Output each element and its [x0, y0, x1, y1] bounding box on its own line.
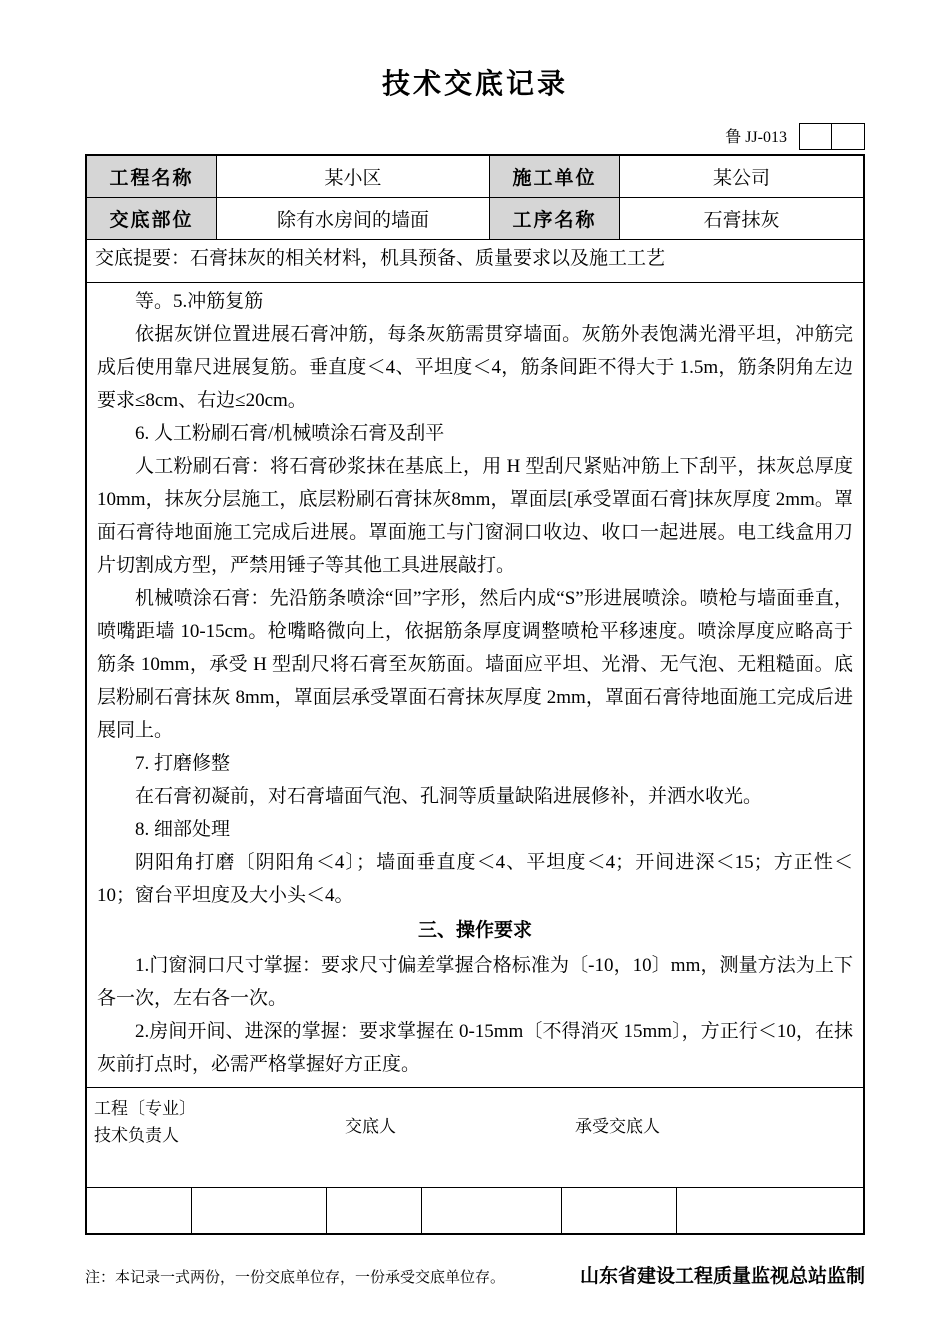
- technical-director-label-line2: 技术负责人: [94, 1126, 179, 1145]
- empty-cell: [562, 1188, 677, 1233]
- footer-note: 注：本记录一式两份，一份交底单位存，一份承受交底单位存。: [85, 1270, 506, 1286]
- body-content: [87, 283, 863, 1087]
- disclosure-part-value: 除有水房间的墙面: [217, 198, 490, 240]
- signature-row: [87, 1087, 863, 1187]
- process-name-value: 石膏抹灰: [620, 198, 863, 240]
- footer-publisher: 山东省建设工程质量监视总站监制: [579, 1266, 865, 1287]
- disclosure-part-label: 交底部位: [87, 198, 217, 240]
- section-heading: 8. 细部处理: [135, 819, 231, 840]
- paragraph: 在石膏初凝前，对石膏墙面气泡、孔洞等质量缺陷进展修补，并洒水收光。: [135, 786, 763, 807]
- page-title: 技术交底记录: [381, 69, 568, 100]
- paragraph: 2.房间开间、进深的掌握：要求掌握在 0-15mm〔不得消灭 15mm〕，方正行＜10，在抹灰前打点时，必需严格掌握好方正度。: [97, 1021, 853, 1075]
- paragraph: 阴阳角打磨〔阴阳角＜4〕；墙面垂直度＜4、平坦度＜4；开间进深＜15；方正性＜10；窗台平坦度及大小头＜4。: [97, 852, 853, 906]
- paragraph: 1.门窗洞口尺寸掌握：要求尺寸偏差掌握合格标准为〔-10，10〕mm，测量方法为上下各一次，左右各一次。: [97, 955, 853, 1009]
- footer: [85, 1261, 865, 1288]
- signature-fill-row: [87, 1187, 863, 1233]
- discloser-label: 交底人: [345, 1117, 396, 1136]
- form-code: 鲁 JJ-013: [725, 129, 787, 146]
- form-code-row: [85, 116, 865, 150]
- technical-director-label: [94, 1095, 196, 1149]
- construction-unit-value: 某公司: [620, 156, 863, 198]
- disclosure-summary: 交底提要：石膏抹灰的相关材料，机具预备、质量要求以及施工工艺: [87, 240, 863, 283]
- empty-cell: [87, 1188, 192, 1233]
- process-name-label: 工序名称: [490, 198, 620, 240]
- empty-cell: [422, 1188, 562, 1233]
- disclosure-table: [85, 154, 865, 1235]
- empty-cell: [192, 1188, 327, 1233]
- form-code-box: [799, 123, 832, 150]
- paragraph: 等。5.冲筋复筋: [135, 291, 264, 312]
- construction-unit-label: 施工单位: [490, 156, 620, 198]
- empty-cell: [677, 1188, 863, 1233]
- section-heading: 6. 人工粉刷石膏/机械喷涂石膏及刮平: [135, 423, 445, 444]
- section-title: 三、操作要求: [417, 920, 532, 941]
- paragraph: 人工粉刷石膏：将石膏砂浆抹在基底上，用 H 型刮尺紧贴冲筋上下刮平，抹灰总厚度10mm，抹灰分层施工，底层粉刷石膏抹灰8mm，罩面层[承受罩面石膏]抹灰厚度 2mm。罩面石膏待地面施工完成后进展。罩面施工与门窗洞口收边、收口一起进展。电工线盒用刀片切割成方型，严禁用锤子等其他工具进展敲打。: [97, 456, 853, 576]
- form-code-boxes: [799, 123, 865, 150]
- info-grid: [87, 156, 863, 240]
- empty-cell: [327, 1188, 422, 1233]
- form-code-box: [832, 123, 865, 150]
- technical-director-label-line1: 工程〔专业〕: [94, 1099, 196, 1118]
- paragraph: 机械喷涂石膏：先沿筋条喷涂“回”字形，然后内成“S”形进展喷涂。喷枪与墙面垂直，喷嘴距墙 10-15cm。枪嘴略微向上，依据筋条厚度调整喷枪平移速度。喷涂厚度应略高于筋条 10mm，承受 H 型刮尺将石膏至灰筋面。墙面应平坦、光滑、无气泡、无粗糙面。底层粉刷石膏抹灰 8mm，罩面层承受罩面石膏抹灰厚度 2mm，罩面石膏待地面施工完成后进展同上。: [97, 588, 853, 741]
- paragraph: 依据灰饼位置进展石膏冲筋，每条灰筋需贯穿墙面。灰筋外表饱满光滑平坦，冲筋完成后使用靠尺进展复筋。垂直度＜4、平坦度＜4，筋条间距不得大于 1.5m，筋条阴角左边要求≤8cm、右边≤20cm。: [97, 324, 853, 411]
- project-name-label: 工程名称: [87, 156, 217, 198]
- project-name-value: 某小区: [217, 156, 490, 198]
- disclosure-receiver-label: 承受交底人: [575, 1117, 660, 1136]
- section-heading: 7. 打磨修整: [135, 753, 231, 774]
